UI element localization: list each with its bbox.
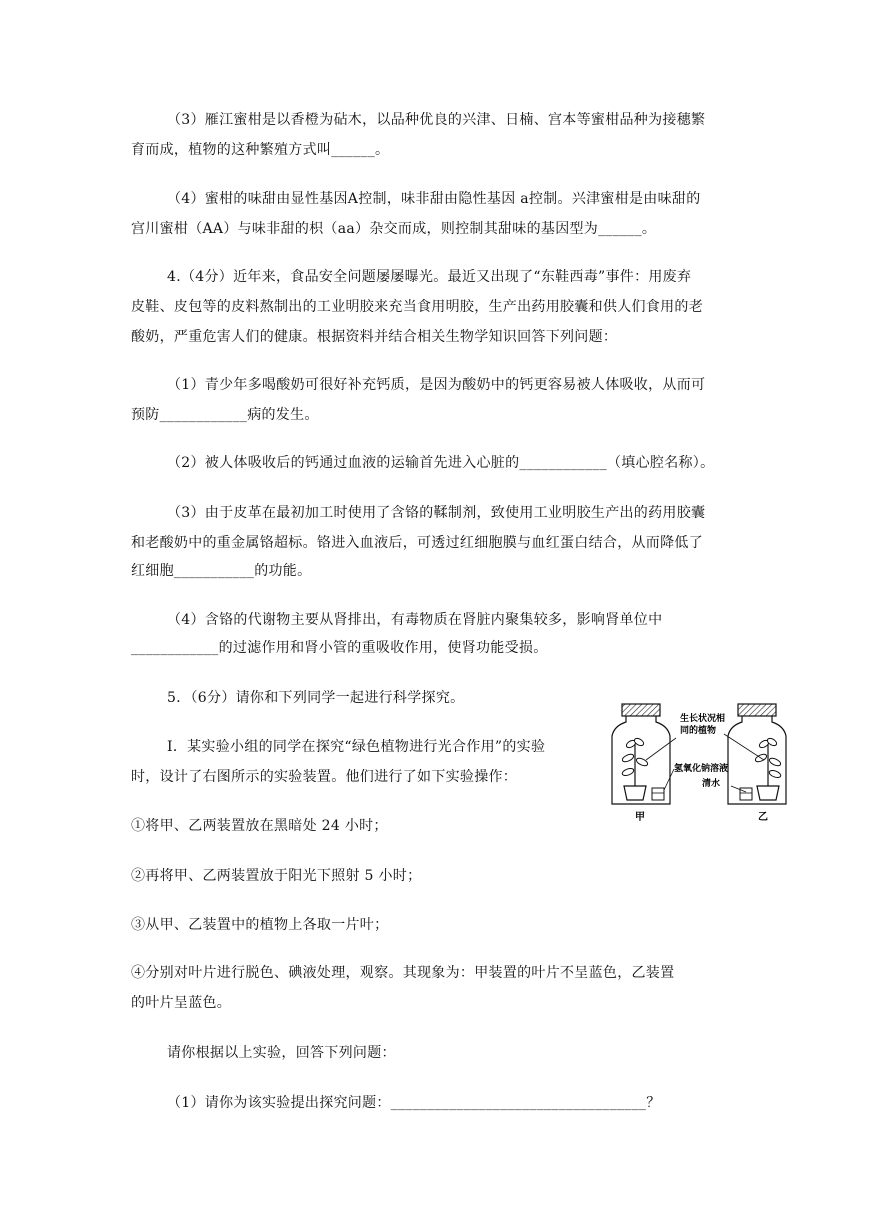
label-water: 清水 [702,779,721,789]
label-plants-line2: 同的植物 [680,726,717,736]
q4-stem-line2: 皮鞋、皮包等的皮料熬制出的工业明胶来充当食用明胶，生产出药用胶囊和供人们食用的老 [131,299,703,315]
label-jia: 甲 [635,812,645,823]
jar-yi [728,704,786,804]
q3-part4-line2: 宫川蜜柑（AA）与味非甜的枳（aa）杂交而成，则控制其甜味的基因型为______。 [131,221,657,237]
q3-part3-line1: （3）雁江蜜柑是以香橙为砧木，以品种优良的兴津、日楠、宫本等蜜柑品种为接穗繁 [167,112,706,128]
q5-prompt: 请你根据以上实验，回答下列问题： [167,1045,396,1061]
experiment-apparatus-figure [606,700,791,825]
q4-sub3-line1: （3）由于皮革在最初加工时使用了含铬的鞣制剂，致使用工业明胶生产出的药用胶囊 [167,505,706,521]
q5-step2: ②再将甲、乙两装置放于阳光下照射 5 小时； [131,868,422,884]
q4-sub4-line2: ____________的过滤作用和肾小管的重吸收作用，使肾功能受损。 [131,640,548,656]
label-yi: 乙 [758,812,768,823]
apparatus-diagram [606,700,791,825]
q4-sub3-line2: 和老酸奶中的重金属铬超标。铬进入血液后，可透过红细胞膜与血红蛋白结合，从而降低了 [131,535,703,551]
q5-step1: ①将甲、乙两装置放在黑暗处 24 小时； [131,818,388,834]
label-naoh: 氢氧化钠溶液 [674,764,729,774]
q4-sub4-line1: （4）含铬的代谢物主要从肾排出，有毒物质在肾脏内聚集较多，影响肾单位中 [167,612,663,628]
q5-intro-line2: 时，设计了右图所示的实验装置。他们进行了如下实验操作： [131,769,518,785]
q4-stem-line1: 4.（4分）近年来，食品安全问题屡屡曝光。最近又出现了“东鞋西毒”事件：用废弃 [167,269,692,285]
q4-stem-line3: 酸奶，严重危害人们的健康。根据资料并结合相关生物学知识回答下列问题： [131,329,618,345]
q5-intro-line1: Ⅰ．某实验小组的同学在探究“绿色植物进行光合作用”的实验 [167,739,546,755]
q5-stem: 5．（6分）请你和下列同学一起进行科学探究。 [167,690,465,706]
label-plants-line1: 生长状况相 [680,714,726,724]
q5-question1: （1）请你为该实验提出探究问题：___________________________________？ [167,1095,661,1111]
q4-sub3-line3: 红细胞___________的功能。 [131,563,312,579]
stopper-yi [738,704,776,716]
q4-sub2-line1: （2）被人体吸收后的钙通过血液的运输首先进入心脏的____________（填心腔名称）。 [167,455,715,471]
q3-part3-line2: 育而成，植物的这种繁殖方式叫______。 [131,142,390,158]
jar-jia [612,704,670,804]
q5-step3: ③从甲、乙装置中的植物上各取一片叶； [131,917,389,933]
q4-sub1-line1: （1）青少年多喝酸奶可很好补充钙质，是因为酸奶中的钙更容易被人体吸收，从而可 [167,377,706,393]
q5-step4-line2: 的叶片呈蓝色。 [131,995,232,1011]
stopper-jia [622,704,660,716]
q5-step4-line1: ④分别对叶片进行脱色、碘液处理，观察。其现象为：甲装置的叶片不呈蓝色，乙装置 [131,965,675,981]
q4-sub1-line2: 预防____________病的发生。 [131,407,319,423]
q3-part4-line1: （4）蜜柑的味甜由显性基因A控制，味非甜由隐性基因 a控制。兴津蜜柑是由味甜的 [167,191,701,207]
